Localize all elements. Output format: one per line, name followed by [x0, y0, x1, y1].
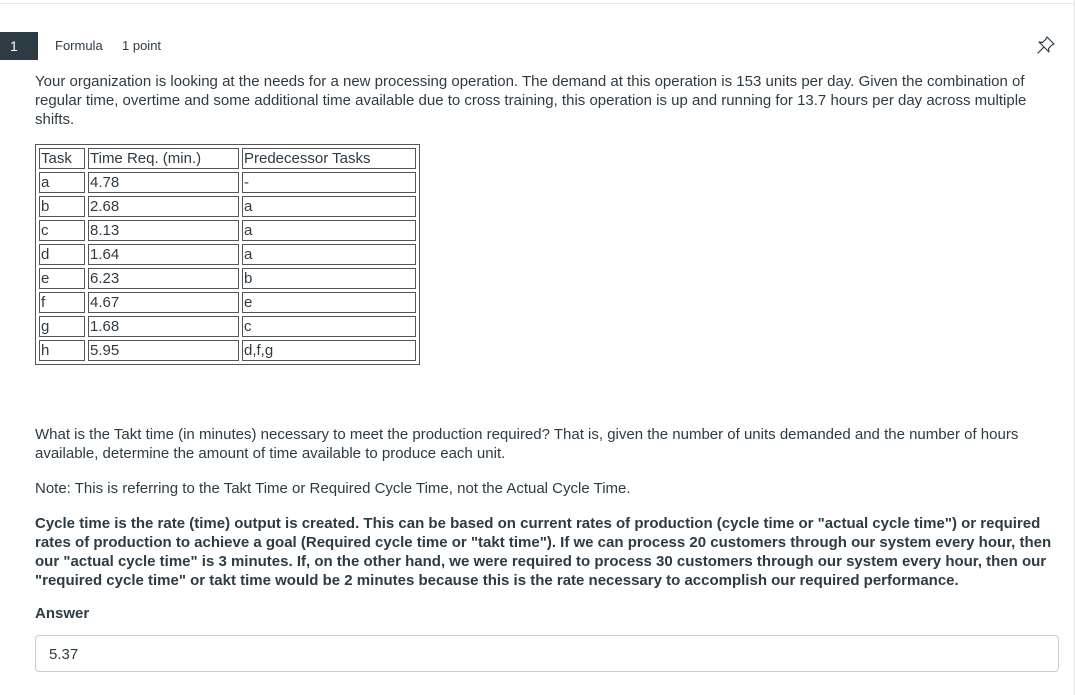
time-cell: 1.64	[88, 244, 239, 265]
predecessor-cell: d,f,g	[242, 340, 416, 361]
pin-icon[interactable]	[1036, 35, 1056, 55]
task-cell: g	[39, 316, 85, 337]
task-cell: b	[39, 196, 85, 217]
question-prompt: What is the Takt time (in minutes) necessary to meet the production required? That is, given the number of units demanded and the number of hours available, determine the amount of time available to produce each unit.	[35, 426, 1019, 462]
time-cell: 4.67	[88, 292, 239, 313]
question-note: Note: This is referring to the Takt Time or Required Cycle Time, not the Actual Cycle Time.	[35, 480, 631, 497]
task-cell: e	[39, 268, 85, 289]
task-cell: d	[39, 244, 85, 265]
task-cell: c	[39, 220, 85, 241]
predecessor-cell: a	[242, 220, 416, 241]
task-cell: f	[39, 292, 85, 313]
answer-label: Answer	[35, 605, 90, 622]
time-cell: 8.13	[88, 220, 239, 241]
table-row	[39, 172, 416, 193]
question-points: 1 point	[122, 38, 162, 53]
table-row	[39, 292, 416, 313]
task-cell: h	[39, 340, 85, 361]
task-cell: a	[39, 172, 85, 193]
table-header: Time Req. (min.)	[88, 148, 239, 169]
answer-input[interactable]: 5.37	[35, 635, 1059, 672]
question-intro: Your organization is looking at the needs for a new processing operation. The demand at this operation is 153 units per day. Given the combination of regular time, overtime and some additional time available due to cross training, this operation is up and running for 13.7 hours per day across multiple shifts.	[35, 73, 1027, 128]
time-cell: 5.95	[88, 340, 239, 361]
table-row	[39, 268, 416, 289]
predecessor-cell: b	[242, 268, 416, 289]
predecessor-cell: -	[242, 172, 416, 193]
table-row	[39, 220, 416, 241]
predecessor-cell: c	[242, 316, 416, 337]
time-cell: 1.68	[88, 316, 239, 337]
task-table	[35, 144, 420, 365]
question-type: Formula	[55, 38, 103, 53]
table-row	[39, 340, 416, 361]
table-header-row	[39, 148, 416, 169]
time-cell: 6.23	[88, 268, 239, 289]
table-row	[39, 196, 416, 217]
table-row	[39, 244, 416, 265]
table-row	[39, 316, 416, 337]
predecessor-cell: a	[242, 244, 416, 265]
predecessor-cell: e	[242, 292, 416, 313]
time-cell: 2.68	[88, 196, 239, 217]
table-header: Task	[39, 148, 85, 169]
question-explanation: Cycle time is the rate (time) output is created. This can be based on current rates of production (cycle time or "actual cycle time") or required rates of production to achieve a goal (Required cycle time or "takt time"). If we can process 20 customers through our system every hour, then our "actual cycle time" is 3 minutes. If, on the other hand, we were required to process 30 customers through our system every hour, then our "required cycle time" or takt time would be 2 minutes because this is the rate necessary to accomplish our required performance.	[35, 515, 1052, 589]
predecessor-cell: a	[242, 196, 416, 217]
table-header: Predecessor Tasks	[242, 148, 416, 169]
time-cell: 4.78	[88, 172, 239, 193]
top-divider	[0, 0, 1075, 4]
question-number: 1	[0, 32, 38, 60]
